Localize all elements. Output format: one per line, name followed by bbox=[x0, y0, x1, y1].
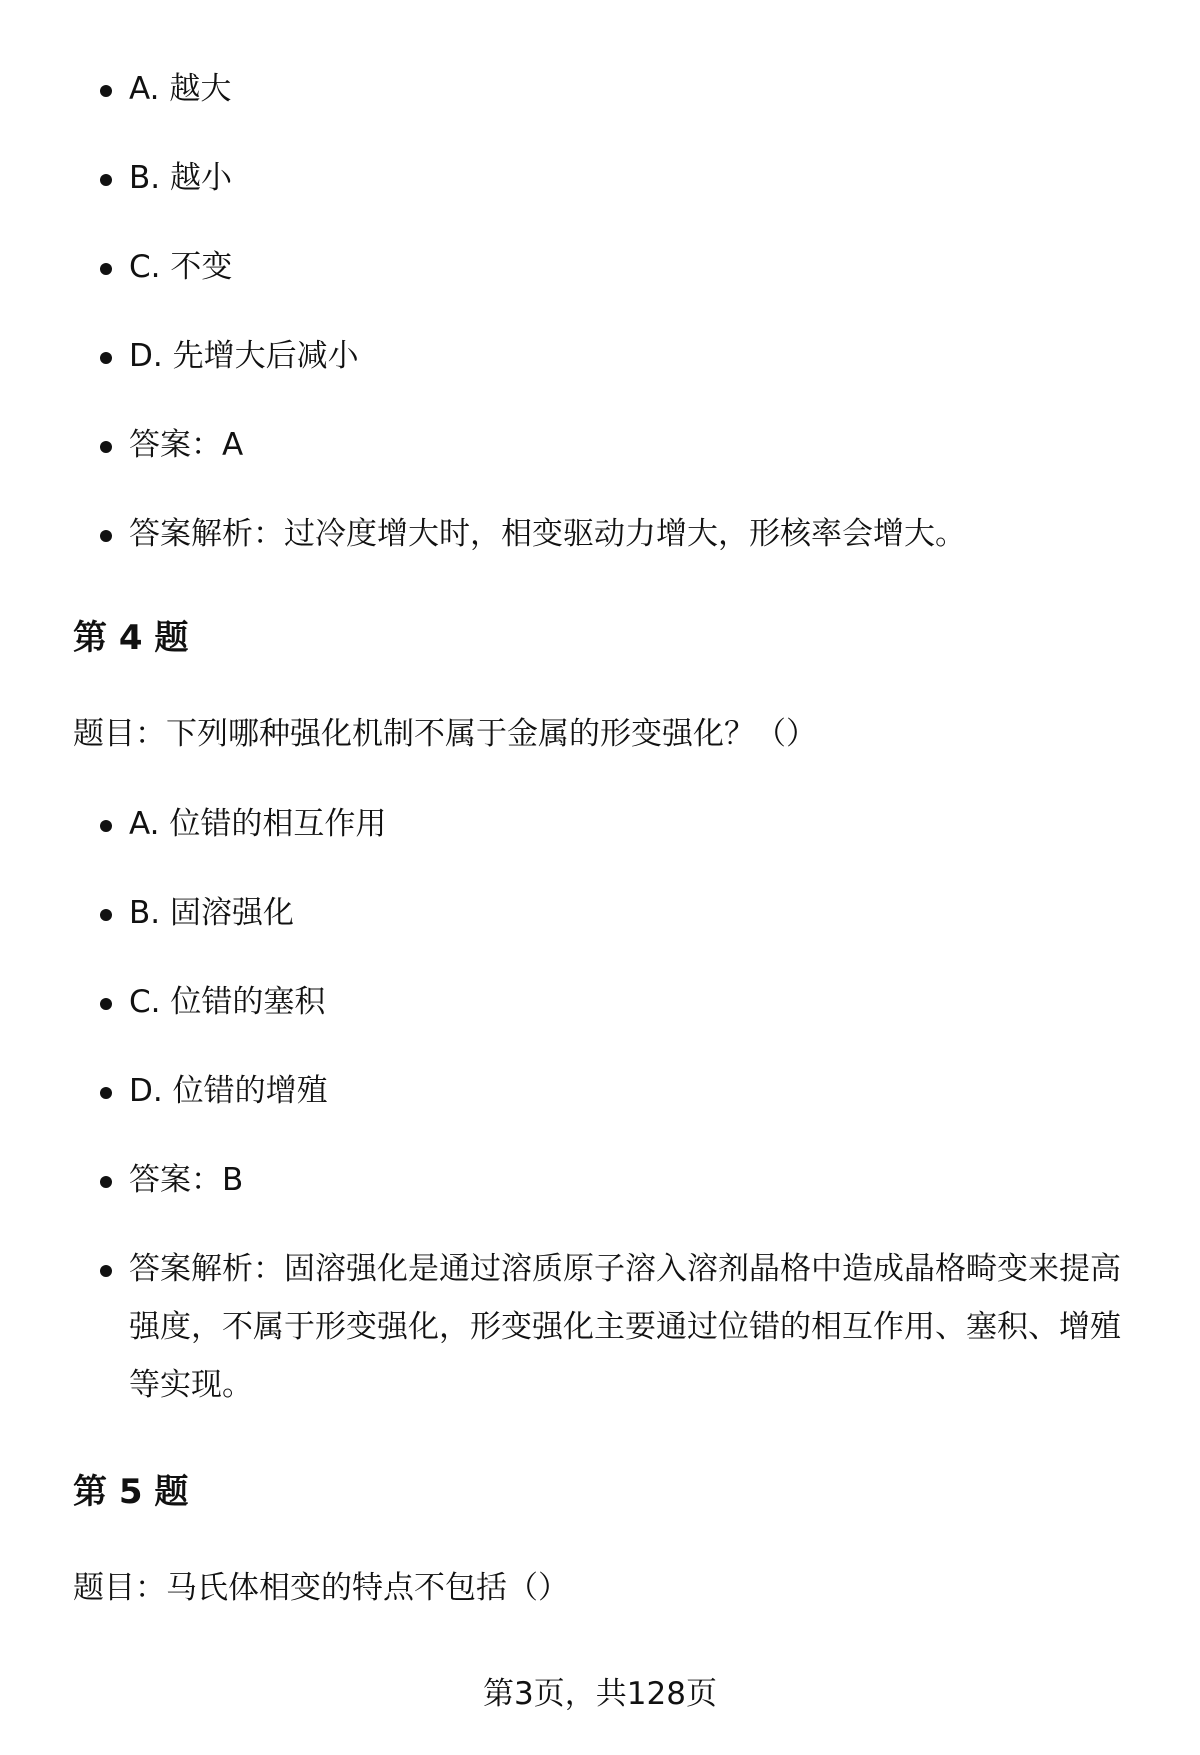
q3-option-a: A. 越大 bbox=[73, 60, 1123, 118]
q3-option-c: C. 不变 bbox=[73, 238, 1123, 296]
bullet-icon bbox=[100, 85, 112, 97]
bullet-icon bbox=[100, 1265, 112, 1277]
q4-heading: 第 4 题 bbox=[73, 618, 189, 658]
bullet-icon bbox=[100, 1176, 112, 1188]
q4-block bbox=[73, 795, 1123, 1414]
bullet-icon bbox=[100, 909, 112, 921]
q5-heading: 第 5 题 bbox=[73, 1472, 189, 1512]
q3-block bbox=[73, 60, 1123, 563]
q4-analysis: 答案解析：固溶强化是通过溶质原子溶入溶剂晶格中造成晶格畸变来提高强度，不属于形变强化，形变强化主要通过位错的相互作用、塞积、增殖等实现。 bbox=[73, 1240, 1123, 1414]
bullet-icon bbox=[100, 441, 112, 453]
bullet-icon bbox=[100, 263, 112, 275]
q3-option-b: B. 越小 bbox=[73, 149, 1123, 207]
bullet-icon bbox=[100, 174, 112, 186]
q4-option-a: A. 位错的相互作用 bbox=[73, 795, 1123, 853]
q4-answer: 答案：B bbox=[73, 1151, 1123, 1209]
bullet-icon bbox=[100, 352, 112, 364]
bullet-icon bbox=[100, 820, 112, 832]
q4-option-c: C. 位错的塞积 bbox=[73, 973, 1123, 1031]
q3-option-d: D. 先增大后减小 bbox=[73, 327, 1123, 385]
q3-answer: 答案：A bbox=[73, 416, 1123, 474]
bullet-icon bbox=[100, 998, 112, 1010]
q3-analysis: 答案解析：过冷度增大时，相变驱动力增大，形核率会增大。 bbox=[73, 505, 1123, 563]
q5-question: 题目：马氏体相变的特点不包括（） bbox=[73, 1570, 569, 1606]
bullet-icon bbox=[100, 530, 112, 542]
q4-option-d: D. 位错的增殖 bbox=[73, 1062, 1123, 1120]
q4-question: 题目：下列哪种强化机制不属于金属的形变强化？（） bbox=[73, 716, 817, 752]
q3-option-list bbox=[73, 60, 1123, 563]
bullet-icon bbox=[100, 1087, 112, 1099]
page-number: 第3页，共128页 bbox=[483, 1676, 717, 1712]
q4-option-list bbox=[73, 795, 1123, 1414]
q4-option-b: B. 固溶强化 bbox=[73, 884, 1123, 942]
